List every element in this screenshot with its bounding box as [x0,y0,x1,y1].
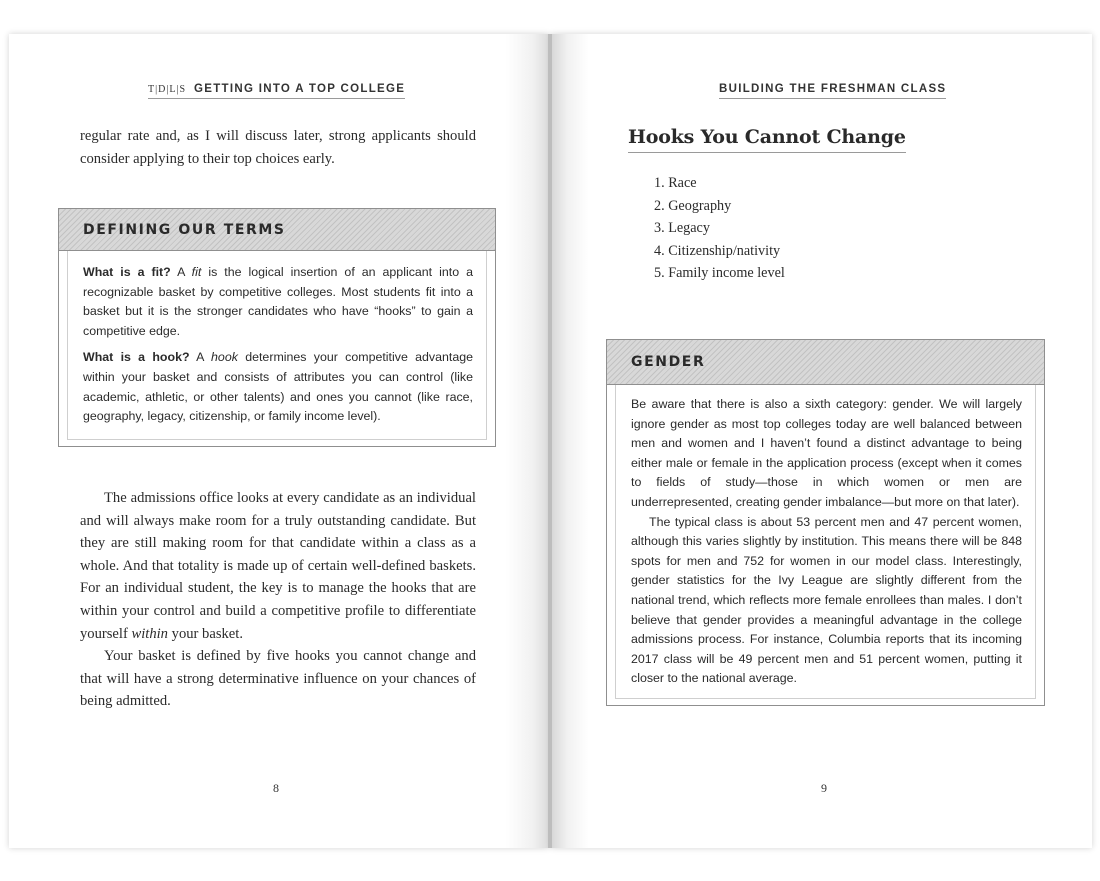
right-running-head: BUILDING THE FRESHMAN CLASS [719,83,946,99]
body-paragraph-basket: Your basket is defined by five hooks you cannot change and that will have a strong determinative influence on your chances of being admitted. [80,648,476,710]
list-item: 1. Race [654,175,697,191]
definition-italic-term: hook [211,350,238,365]
section-title: Hooks You Cannot Change [628,126,906,153]
sidebar-heading: DEFINING OUR TERMS [59,209,495,251]
list-item: 4. Citizenship/nativity [654,242,781,259]
page-number-right: 9 [821,781,827,795]
sidebar-heading: GENDER [607,340,1044,385]
sidebar-body [83,263,473,427]
body-paragraph-admissions [80,487,476,645]
hooks-list [654,172,785,285]
left-running-head [148,83,405,99]
opening-paragraph: regular rate and, as I will discuss later, strong applicants should consider applying to their top choices early. [80,128,476,167]
sidebar-paragraph: The typical class is about 53 percent men and 47 percent women, although this varies slightly by institution. This means there will be 848 spots for men and 752 for women in our model class. Interestingly, gender statistics for the Ivy League are slightly different from the national trend, which reflects more female enrollees than males. I don’t believe that gender provides a meaningful advantage in the college admissions process. For instance, Columbia reports that its incoming 2017 class will be 49 percent men and 51 percent women, putting it closer to the national average. [631,514,1022,686]
book-spine [548,34,552,848]
list-item: 5. Family income level [654,265,785,282]
defining-terms-sidebar [58,208,496,447]
term-hook: What is a hook? [83,350,190,365]
sidebar-body [631,395,1022,689]
definition-hook [83,348,473,426]
paragraph-text: your basket. [171,625,243,642]
definition-text: determines your competitive advantage within your basket and consists of attributes you can control (like academic, athletic, or other talents) and ones you cannot (like race, geography, legacy, citizenship, or family income level). [83,350,473,424]
publisher-logo: T|D|L|S [148,84,187,95]
gender-sidebar [606,339,1045,706]
list-item: 2. Geography [654,197,732,214]
definition-lead: A [196,350,204,365]
definition-lead: A [177,265,185,279]
page-number-left: 8 [273,781,279,795]
definition-fit [83,263,473,341]
book-title: GETTING INTO A TOP COLLEGE [194,83,406,95]
paragraph-text: The admissions office looks at every candidate as an individual and will always make room for a truly outstanding candidate. But they are still making room for that candidate within a class as a whole. And that totality is made up of certain well-defined baskets. For an individual student, the key is to manage the hooks that are within your control and build a competitive profile to differentiate yourself [80,490,476,642]
definition-italic-term: fit [191,265,202,279]
term-fit: What is a fit? [83,265,171,279]
list-item: 3. Legacy [654,220,710,237]
emphasis-within: within [131,625,168,642]
definition-text: is the logical insertion of an applicant into a recognizable basket by competitive colleges. Most students fit into a basket but it is the stronger candidates who have “hooks” to gain a competitive edge. [83,265,473,338]
sidebar-paragraph: Be aware that there is also a sixth category: gender. We will largely ignore gender as most top colleges today are well balanced between men and women and I haven’t found a distinct advantage to being either male or female in the application process (except when it comes to fields of study—those in which women or men are underrepresented, creating gender imbalance—but more on that later). [631,397,1022,509]
